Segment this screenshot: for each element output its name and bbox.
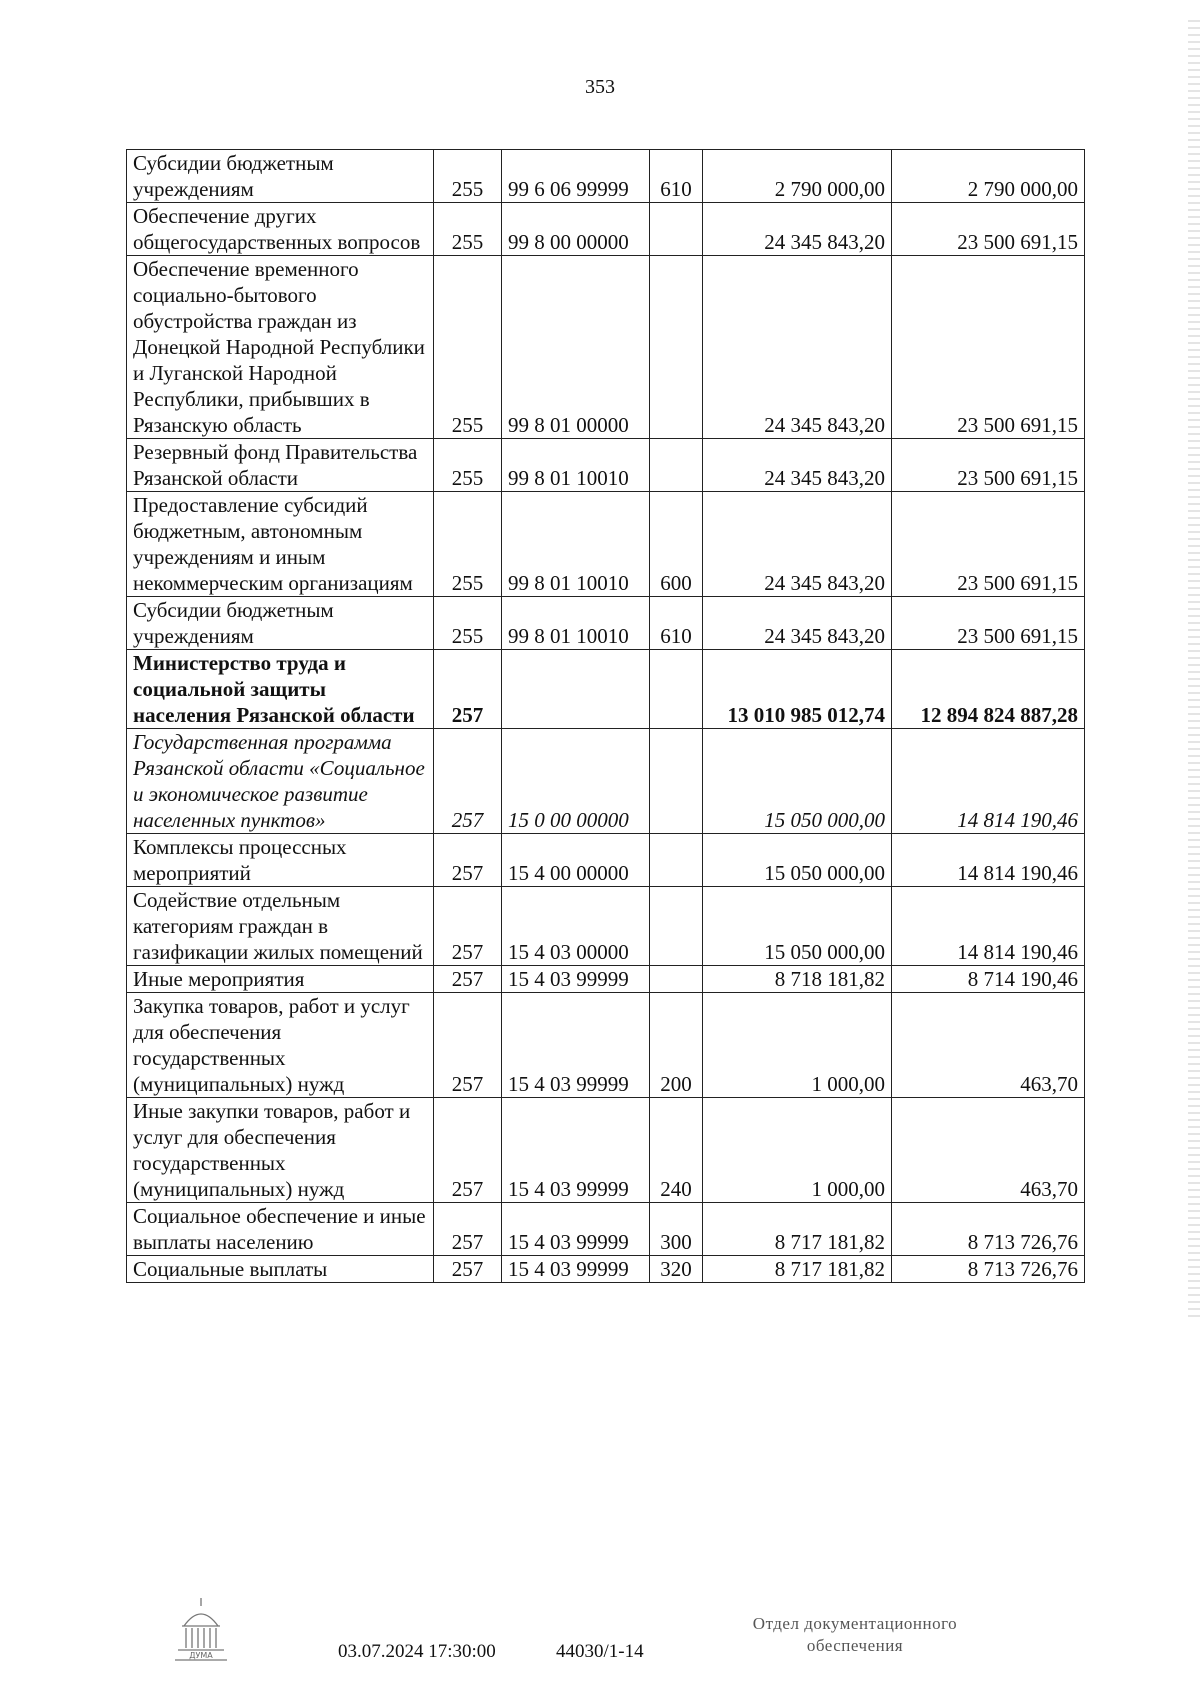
cell-code: 257 (434, 1098, 502, 1203)
cell-sum-approved: 24 345 843,20 (703, 203, 892, 256)
cell-sum-executed: 2 790 000,00 (892, 150, 1085, 203)
cell-sum-approved: 24 345 843,20 (703, 597, 892, 650)
duma-logo-icon (170, 1596, 232, 1666)
table-row (127, 834, 1085, 887)
table-row (127, 256, 1085, 439)
cell-csr: 99 8 01 00000 (502, 256, 650, 439)
cell-vr (650, 256, 703, 439)
cell-code: 257 (434, 650, 502, 729)
cell-name: Комплексы процессных мероприятий (127, 834, 434, 887)
cell-vr: 240 (650, 1098, 703, 1203)
table-row (127, 993, 1085, 1098)
cell-name: Предоставление субсидий бюджетным, автономным учреждениям и иным некоммерческим организациям (127, 492, 434, 597)
cell-name: Иные мероприятия (127, 966, 434, 993)
cell-name: Социальные выплаты (127, 1256, 434, 1283)
logo-text: ДУМА (189, 1651, 213, 1660)
cell-sum-approved: 1 000,00 (703, 1098, 892, 1203)
cell-sum-executed: 8 713 726,76 (892, 1203, 1085, 1256)
cell-vr (650, 203, 703, 256)
cell-vr (650, 439, 703, 492)
cell-code: 257 (434, 834, 502, 887)
cell-sum-executed: 23 500 691,15 (892, 256, 1085, 439)
page-number: 353 (585, 76, 615, 98)
cell-code: 255 (434, 597, 502, 650)
cell-csr: 99 6 06 99999 (502, 150, 650, 203)
cell-csr: 99 8 01 10010 (502, 492, 650, 597)
cell-sum-executed: 463,70 (892, 1098, 1085, 1203)
cell-vr: 300 (650, 1203, 703, 1256)
cell-vr (650, 966, 703, 993)
cell-vr (650, 834, 703, 887)
cell-vr: 610 (650, 150, 703, 203)
budget-table-body (127, 150, 1085, 1283)
table-row (127, 1256, 1085, 1283)
footer-doc-number: 44030/1-14 (556, 1641, 644, 1662)
cell-sum-executed: 12 894 824 887,28 (892, 650, 1085, 729)
cell-code: 255 (434, 439, 502, 492)
cell-name: Закупка товаров, работ и услуг для обеспечения государственных (муниципальных) нужд (127, 993, 434, 1098)
table-row (127, 887, 1085, 966)
cell-sum-executed: 23 500 691,15 (892, 492, 1085, 597)
cell-sum-approved: 15 050 000,00 (703, 834, 892, 887)
footer-department-line2: обеспечения (806, 1636, 904, 1655)
cell-sum-executed: 14 814 190,46 (892, 887, 1085, 966)
cell-code: 257 (434, 993, 502, 1098)
cell-code: 255 (434, 150, 502, 203)
cell-sum-executed: 23 500 691,15 (892, 203, 1085, 256)
cell-vr: 200 (650, 993, 703, 1098)
cell-name: Резервный фонд Правительства Рязанской области (127, 439, 434, 492)
cell-code: 257 (434, 729, 502, 834)
cell-sum-approved: 24 345 843,20 (703, 439, 892, 492)
table-row (127, 966, 1085, 993)
cell-sum-executed: 14 814 190,46 (892, 729, 1085, 834)
cell-vr (650, 887, 703, 966)
cell-csr: 15 4 03 99999 (502, 1098, 650, 1203)
cell-sum-approved: 8 717 181,82 (703, 1256, 892, 1283)
cell-csr: 15 4 03 99999 (502, 993, 650, 1098)
table-row (127, 729, 1085, 834)
cell-sum-approved: 24 345 843,20 (703, 256, 892, 439)
cell-sum-approved: 13 010 985 012,74 (703, 650, 892, 729)
cell-name: Обеспечение временного социально-бытового обустройства граждан из Донецкой Народной Республики и Луганской Народной Республики, прибывших в Рязанскую область (127, 256, 434, 439)
cell-name: Социальное обеспечение и иные выплаты населению (127, 1203, 434, 1256)
cell-csr: 15 4 00 00000 (502, 834, 650, 887)
footer-department-stamp (705, 1613, 1005, 1657)
table-row (127, 1098, 1085, 1203)
table-row (127, 597, 1085, 650)
cell-vr (650, 650, 703, 729)
cell-csr: 99 8 01 10010 (502, 439, 650, 492)
cell-code: 257 (434, 966, 502, 993)
cell-sum-executed: 23 500 691,15 (892, 439, 1085, 492)
footer-department-line1: Отдел документационного (752, 1614, 958, 1633)
cell-name: Субсидии бюджетным учреждениям (127, 597, 434, 650)
cell-sum-approved: 1 000,00 (703, 993, 892, 1098)
cell-vr: 600 (650, 492, 703, 597)
cell-name: Обеспечение других общегосударственных вопросов (127, 203, 434, 256)
cell-csr: 99 8 01 10010 (502, 597, 650, 650)
cell-name: Субсидии бюджетным учреждениям (127, 150, 434, 203)
cell-vr: 610 (650, 597, 703, 650)
cell-sum-approved: 2 790 000,00 (703, 150, 892, 203)
cell-code: 255 (434, 203, 502, 256)
cell-csr: 15 4 03 99999 (502, 966, 650, 993)
table-row (127, 492, 1085, 597)
cell-name: Государственная программа Рязанской области «Социальное и экономическое развитие населенных пунктов» (127, 729, 434, 834)
cell-sum-approved: 8 718 181,82 (703, 966, 892, 993)
table-row (127, 439, 1085, 492)
cell-code: 257 (434, 1203, 502, 1256)
cell-csr: 15 4 03 99999 (502, 1256, 650, 1283)
cell-vr (650, 729, 703, 834)
cell-name: Содействие отдельным категориям граждан в газификации жилых помещений (127, 887, 434, 966)
cell-csr: 15 4 03 00000 (502, 887, 650, 966)
cell-sum-approved: 15 050 000,00 (703, 887, 892, 966)
cell-code: 257 (434, 1256, 502, 1283)
cell-code: 255 (434, 492, 502, 597)
cell-name: Иные закупки товаров, работ и услуг для обеспечения государственных (муниципальных) нужд (127, 1098, 434, 1203)
table-row (127, 203, 1085, 256)
cell-csr: 99 8 00 00000 (502, 203, 650, 256)
cell-sum-executed: 8 713 726,76 (892, 1256, 1085, 1283)
table-row (127, 1203, 1085, 1256)
table-row (127, 150, 1085, 203)
cell-vr: 320 (650, 1256, 703, 1283)
cell-name: Министерство труда и социальной защиты населения Рязанской области (127, 650, 434, 729)
cell-code: 257 (434, 887, 502, 966)
cell-csr (502, 650, 650, 729)
footer-date: 03.07.2024 17:30:00 (338, 1641, 496, 1662)
cell-csr: 15 0 00 00000 (502, 729, 650, 834)
cell-csr: 15 4 03 99999 (502, 1203, 650, 1256)
cell-sum-executed: 8 714 190,46 (892, 966, 1085, 993)
table-row (127, 650, 1085, 729)
cell-sum-approved: 15 050 000,00 (703, 729, 892, 834)
scan-edge-artifact (1188, 20, 1200, 1320)
cell-code: 255 (434, 256, 502, 439)
cell-sum-executed: 23 500 691,15 (892, 597, 1085, 650)
cell-sum-approved: 24 345 843,20 (703, 492, 892, 597)
cell-sum-executed: 14 814 190,46 (892, 834, 1085, 887)
cell-sum-executed: 463,70 (892, 993, 1085, 1098)
budget-table (126, 149, 1085, 1283)
cell-sum-approved: 8 717 181,82 (703, 1203, 892, 1256)
